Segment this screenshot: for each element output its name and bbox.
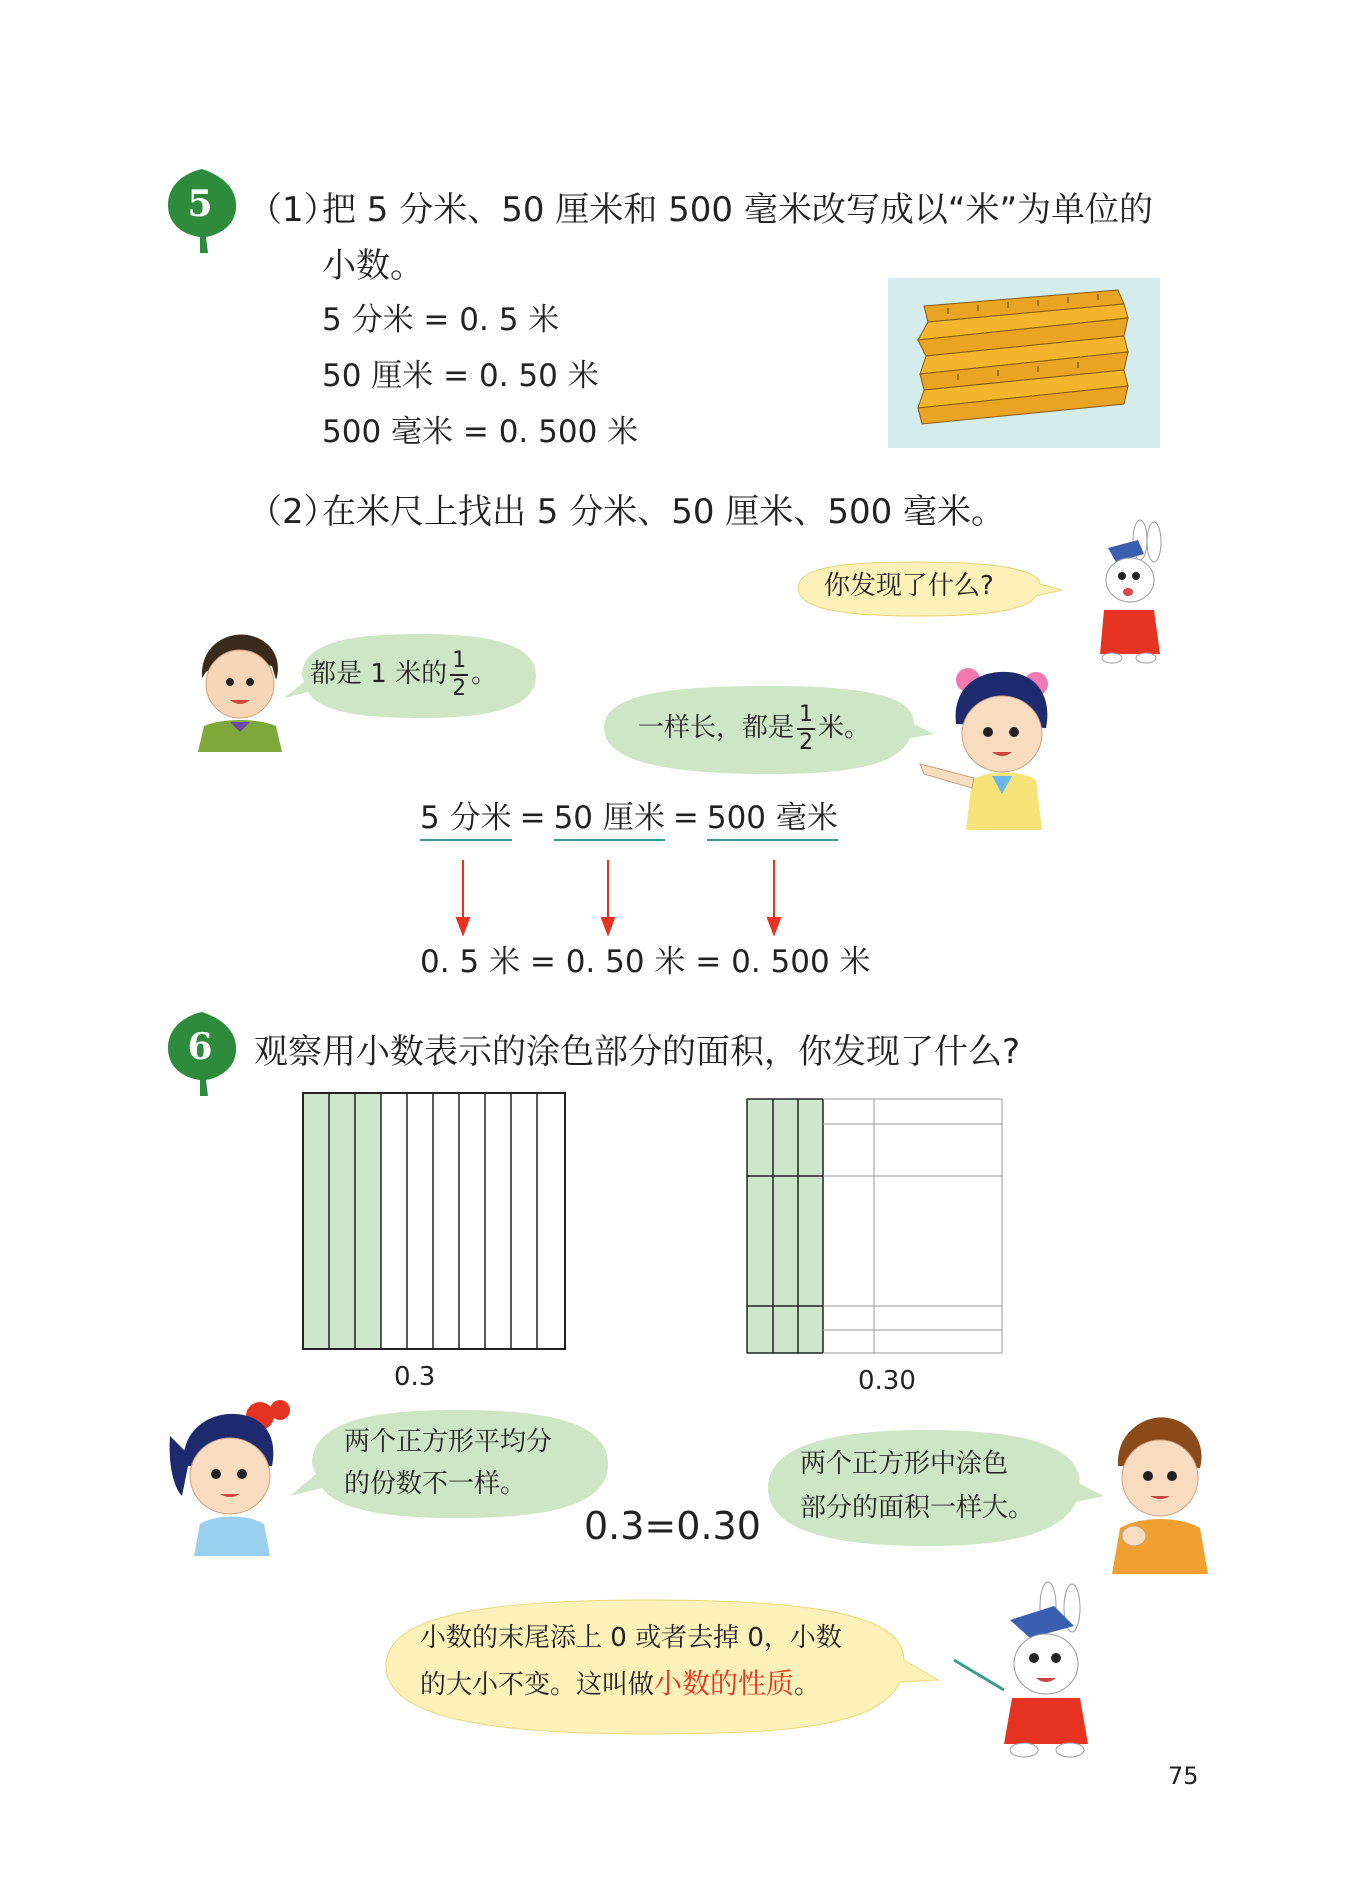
boy-speech-bubble-2 [762, 1424, 1106, 1552]
question-5-leaf-badge [162, 165, 242, 255]
question-number: 6 [187, 1026, 213, 1068]
rule-line2-post: 。 [794, 1670, 821, 1700]
conversion-arrows [400, 856, 820, 936]
part1-text-line2: 小数。 [322, 246, 424, 286]
girl-character [912, 654, 1072, 830]
rule-line2 [420, 1662, 820, 1707]
fraction-denominator: 2 [799, 730, 814, 755]
square-tenths-diagram [302, 1092, 568, 1350]
unit-equality-row [420, 800, 838, 841]
girl-speech-bubble-2 [286, 1404, 616, 1524]
equals-sign: = [519, 800, 546, 836]
rabbit-teacher-character-2 [950, 1580, 1120, 1760]
part2-text: 在米尺上找出 5 分米、50 厘米、500 毫米。 [322, 492, 1006, 532]
shaded-area [303, 1093, 381, 1349]
fraction-one-half-2 [797, 704, 815, 754]
boy-bubble-line2: 部分的面积一样大。 [800, 1493, 1035, 1523]
decimal-equality-row: 0. 5 米 = 0. 50 米 = 0. 500 米 [420, 944, 871, 980]
unit-500mm: 500 毫米 [707, 800, 838, 841]
question-6-leaf-badge [162, 1008, 242, 1098]
conversion-eq3: 500 毫米 = 0. 500 米 [322, 414, 639, 450]
shaded-area [747, 1099, 823, 1353]
rule-line1: 小数的末尾添上 0 或者去掉 0，小数 [420, 1623, 842, 1653]
decimal-property-highlight: 小数的性质 [654, 1667, 795, 1700]
girl-bubble-line2: 的份数不一样。 [344, 1469, 527, 1499]
unit-50cm: 50 厘米 [554, 800, 665, 841]
right-square-label: 0.30 [858, 1366, 916, 1396]
unit-5dm: 5 分米 [420, 800, 512, 841]
part1-label: （1） [248, 190, 338, 230]
rule-line2-pre: 的大小不变。这叫做 [420, 1670, 655, 1700]
fraction-one-half [450, 650, 468, 700]
conversion-eq1: 5 分米 = 0. 5 米 [322, 302, 560, 338]
rabbit-rule-bubble [380, 1594, 940, 1740]
folding-ruler-photo [888, 278, 1160, 448]
left-square-label: 0.3 [394, 1362, 436, 1392]
boy-speech-bubble [280, 628, 542, 724]
boy-bubble-line1: 两个正方形中涂色 [800, 1449, 1009, 1479]
conversion-eq2: 50 厘米 = 0. 50 米 [322, 358, 599, 394]
rabbit-speech-bubble [778, 556, 1068, 620]
fraction-numerator: 1 [797, 704, 815, 730]
rabbit-bubble-text: 你发现了什么? [824, 571, 994, 601]
part2-label: （2） [248, 492, 338, 532]
arrow-head [457, 918, 469, 934]
equals-sign: = [672, 800, 699, 836]
girl-bubble-text-pre: 一样长，都是 [638, 713, 795, 744]
boy-character [192, 622, 288, 752]
girl-character-2 [160, 1396, 290, 1556]
page-number: 75 [1168, 1762, 1199, 1790]
part1-text-line1: 把 5 分米、50 厘米和 500 毫米改写成以“米”为单位的 [322, 190, 1154, 230]
girl-bubble-line1: 两个正方形平均分 [344, 1427, 553, 1457]
boy-bubble-text-pre: 都是 1 米的 [310, 659, 448, 690]
boy-character-2 [1104, 1406, 1212, 1574]
fraction-numerator: 1 [450, 650, 468, 676]
q6-question-text: 观察用小数表示的涂色部分的面积，你发现了什么? [254, 1032, 1021, 1072]
pointer-stick [954, 1660, 1004, 1690]
arrow-head [768, 918, 780, 934]
girl-bubble-text-post: 米。 [818, 713, 871, 744]
decimal-equation: 0.3=0.30 [584, 1504, 761, 1548]
question-number: 5 [187, 183, 213, 225]
square-hundredths-diagram [746, 1098, 1004, 1354]
fraction-denominator: 2 [452, 676, 467, 701]
girl-speech-bubble [598, 680, 936, 780]
arrow-head [602, 918, 614, 934]
rabbit-teacher-character [1078, 518, 1168, 664]
boy-bubble-text-post: 。 [471, 659, 498, 690]
